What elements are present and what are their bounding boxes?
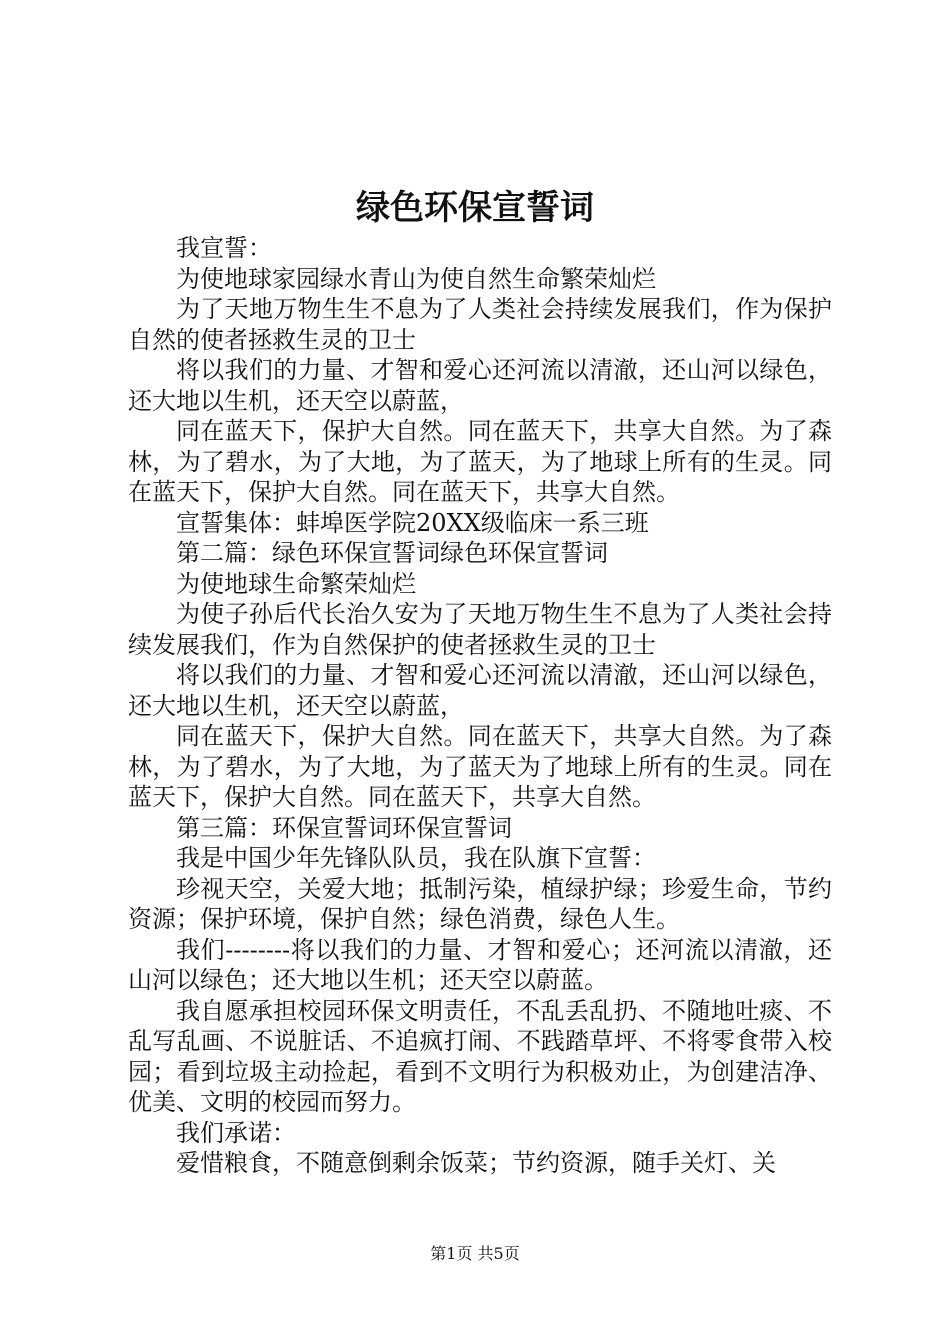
paragraph: 为了天地万物生生不息为了人类社会持续发展我们，作为保护自然的使者拯救生灵的卫士 xyxy=(128,295,832,354)
paragraph: 宣誓集体：蚌埠医学院20XX级临床一系三班 xyxy=(176,508,649,537)
page-footer xyxy=(0,1244,950,1264)
paragraph: 我们--------将以我们的力量、才智和爱心；还河流以清澈，还山河以绿色；还大地以生机；还天空以蔚蓝。 xyxy=(128,935,832,994)
paragraph: 为使地球生命繁荣灿烂 xyxy=(176,569,416,598)
paragraph: 我宣誓： xyxy=(176,234,272,262)
paragraph: 同在蓝天下，保护大自然。同在蓝天下，共享大自然。为了森林，为了碧水，为了大地，为了蓝天，为了地球上所有的生灵。同在蓝天下，保护大自然。同在蓝天下，共享大自然。 xyxy=(128,417,832,506)
paragraph: 珍视天空，关爱大地；抵制污染，植绿护绿；珍爱生命，节约资源；保护环境，保护自然；绿色消费，绿色人生。 xyxy=(128,874,832,933)
page-indicator: 第1页 共5页 xyxy=(430,1244,520,1263)
paragraph: 我是中国少年先锋队队员，我在队旗下宣誓： xyxy=(176,844,656,872)
paragraph: 为使地球家园绿水青山为使自然生命繁荣灿烂 xyxy=(176,264,656,293)
paragraph: 同在蓝天下，保护大自然。同在蓝天下，共享大自然。为了森林，为了碧水，为了大地，为了蓝天为了地球上所有的生灵。同在蓝天下，保护大自然。同在蓝天下，共享大自然。 xyxy=(128,722,832,811)
section-heading: 第三篇：环保宣誓词环保宣誓词 xyxy=(176,813,512,842)
section-heading: 第二篇：绿色环保宣誓词绿色环保宣誓词 xyxy=(176,539,608,567)
paragraph: 将以我们的力量、才智和爱心还河流以清澈，还山河以绿色，还大地以生机，还天空以蔚蓝， xyxy=(128,356,832,415)
paragraph: 我自愿承担校园环保文明责任，不乱丢乱扔、不随地吐痰、不乱写乱画、不说脏话、不追疯打闹、不践踏草坪、不将零食带入校园；看到垃圾主动捡起，看到不文明行为积极劝止，为创建洁净、优美、文明的校园而努力。 xyxy=(128,996,832,1116)
paragraph: 我们承诺： xyxy=(176,1118,296,1147)
document-title: 绿色环保宣誓词 xyxy=(356,188,594,228)
paragraph: 为使子孙后代长治久安为了天地万物生生不息为了人类社会持续发展我们，作为自然保护的使者拯救生灵的卫士 xyxy=(128,600,832,659)
paragraph: 将以我们的力量、才智和爱心还河流以清澈，还山河以绿色，还大地以生机，还天空以蔚蓝， xyxy=(128,661,832,720)
document-body xyxy=(128,233,832,1179)
paragraph: 爱惜粮食，不随意倒剩余饭菜；节约资源，随手关灯、关 xyxy=(176,1149,776,1177)
